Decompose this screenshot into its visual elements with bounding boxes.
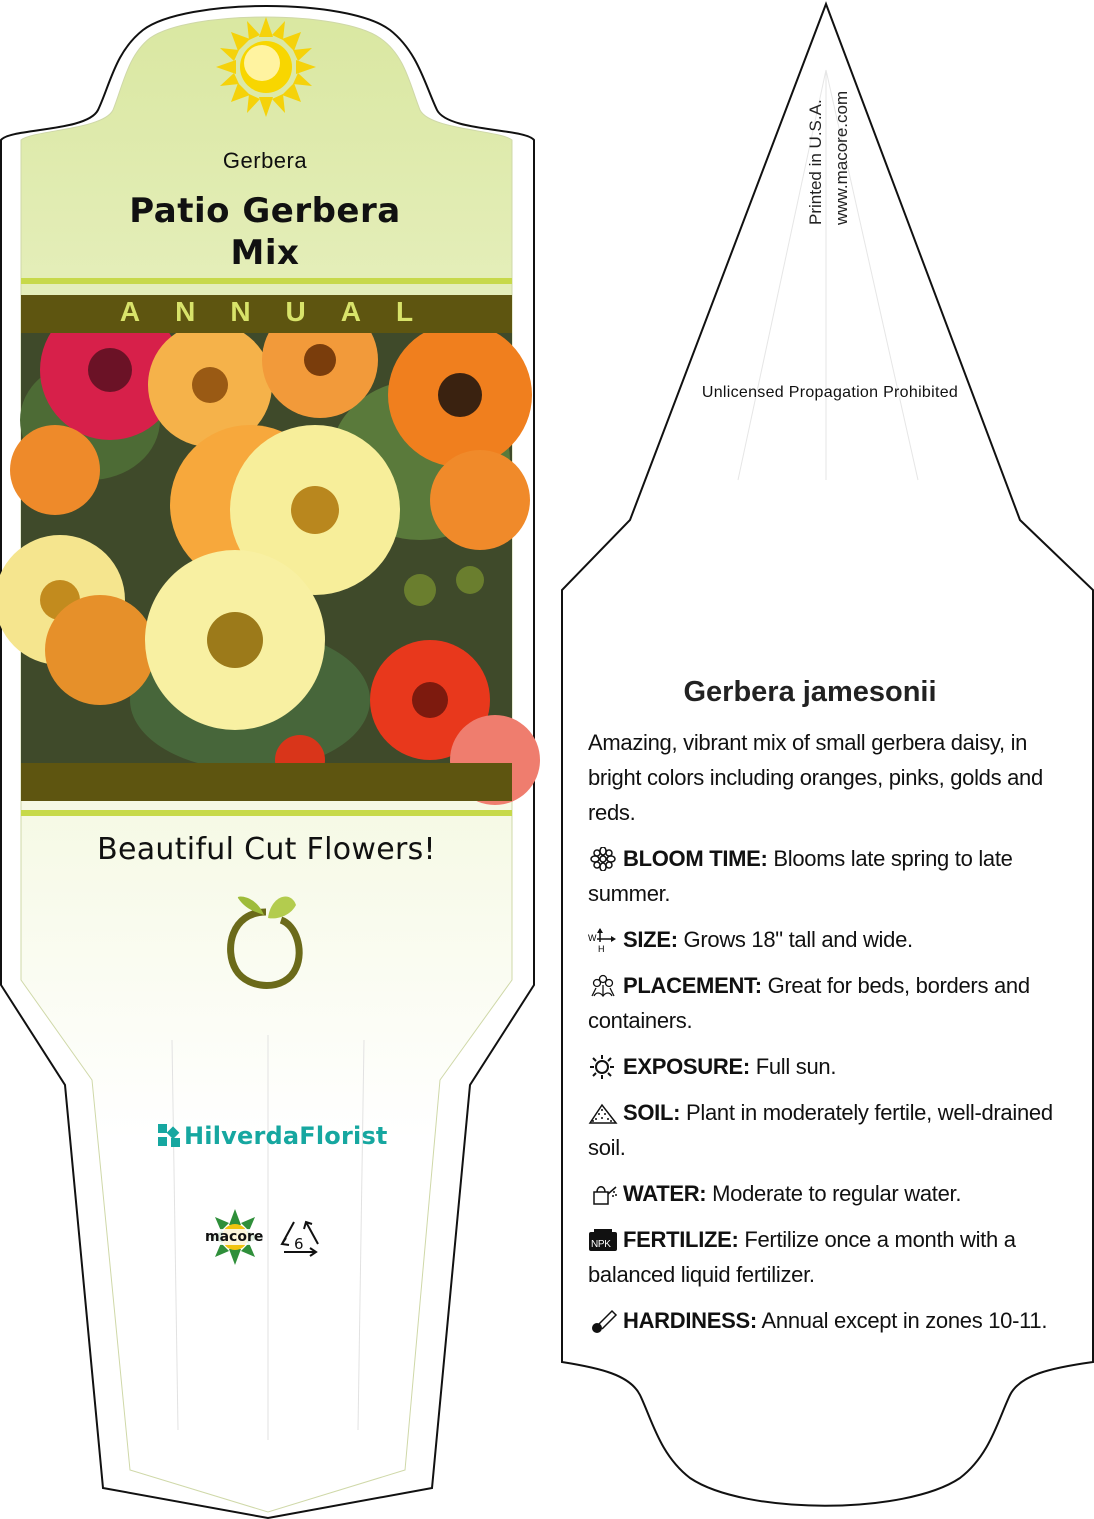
- care-label: PLACEMENT:: [623, 973, 762, 998]
- species-name: Gerbera: [222, 148, 308, 173]
- care-bloom-time: [588, 841, 1066, 911]
- unlicensed-notice: Unlicensed Propagation Prohibited: [701, 384, 959, 401]
- macore-logo-text: macore: [205, 1229, 264, 1245]
- brand-name: HilverdaFlorist: [184, 1122, 388, 1150]
- plant-type-label: ANNUAL: [119, 296, 449, 327]
- printed-in-label: Printed in U.S.A.: [806, 99, 825, 225]
- thermometer-icon: [588, 1309, 618, 1333]
- care-label: HARDINESS:: [623, 1308, 757, 1333]
- care-water: [588, 1176, 1066, 1211]
- care-hardiness: [588, 1303, 1066, 1338]
- flower-photo: [0, 300, 540, 805]
- website-label: www.macore.com: [832, 90, 851, 225]
- description: Amazing, vibrant mix of small gerbera daisy, in bright colors including oranges, pinks, golds and reds.: [588, 730, 1043, 825]
- care-text: Plant in moderately fertile, well-drained soil.: [588, 1100, 1053, 1160]
- tagline: Beautiful Cut Flowers!: [97, 832, 436, 867]
- care-label: FERTILIZE:: [623, 1227, 739, 1252]
- npk-icon: [588, 1228, 618, 1252]
- care-text: Annual except in zones 10-11.: [761, 1308, 1048, 1333]
- care-text: Great for beds, borders and containers.: [588, 973, 1030, 1033]
- care-placement: [588, 968, 1066, 1038]
- placement-icon: [588, 974, 618, 998]
- care-fertilize: [588, 1222, 1066, 1292]
- recycle-number: 6: [294, 1235, 304, 1253]
- care-text: Blooms late spring to late summer.: [588, 846, 1013, 906]
- latin-name: Gerbera jamesonii: [683, 676, 937, 708]
- plant-title: [35, 190, 495, 274]
- care-size: [588, 922, 1066, 957]
- care-label: BLOOM TIME:: [623, 846, 768, 871]
- title-line-2: Mix: [230, 233, 300, 273]
- sun-exposure-icon: [588, 1055, 618, 1079]
- sun-icon: [216, 17, 316, 117]
- watering-can-icon: [588, 1182, 618, 1206]
- care-text: Grows 18" tall and wide.: [683, 927, 913, 952]
- size-icon-w: W: [588, 933, 597, 943]
- size-icon: [588, 928, 618, 952]
- care-soil: [588, 1095, 1066, 1165]
- npk-icon-text: NPK: [591, 1239, 611, 1250]
- care-label: SOIL:: [623, 1100, 681, 1125]
- soil-icon: [588, 1101, 618, 1125]
- care-text: Full sun.: [755, 1054, 837, 1079]
- title-line-1: Patio Gerbera: [129, 191, 401, 231]
- care-label: WATER:: [623, 1181, 707, 1206]
- care-text: Fertilize once a month with a balanced liquid fertilizer.: [588, 1227, 1016, 1287]
- size-icon-h: H: [598, 944, 605, 952]
- photo-bottom-band: [21, 763, 512, 801]
- care-exposure: [588, 1049, 1066, 1084]
- care-info: [588, 725, 1066, 1349]
- care-text: Moderate to regular water.: [712, 1181, 962, 1206]
- care-label: SIZE:: [623, 927, 678, 952]
- care-label: EXPOSURE:: [623, 1054, 750, 1079]
- flower-icon: [588, 847, 618, 871]
